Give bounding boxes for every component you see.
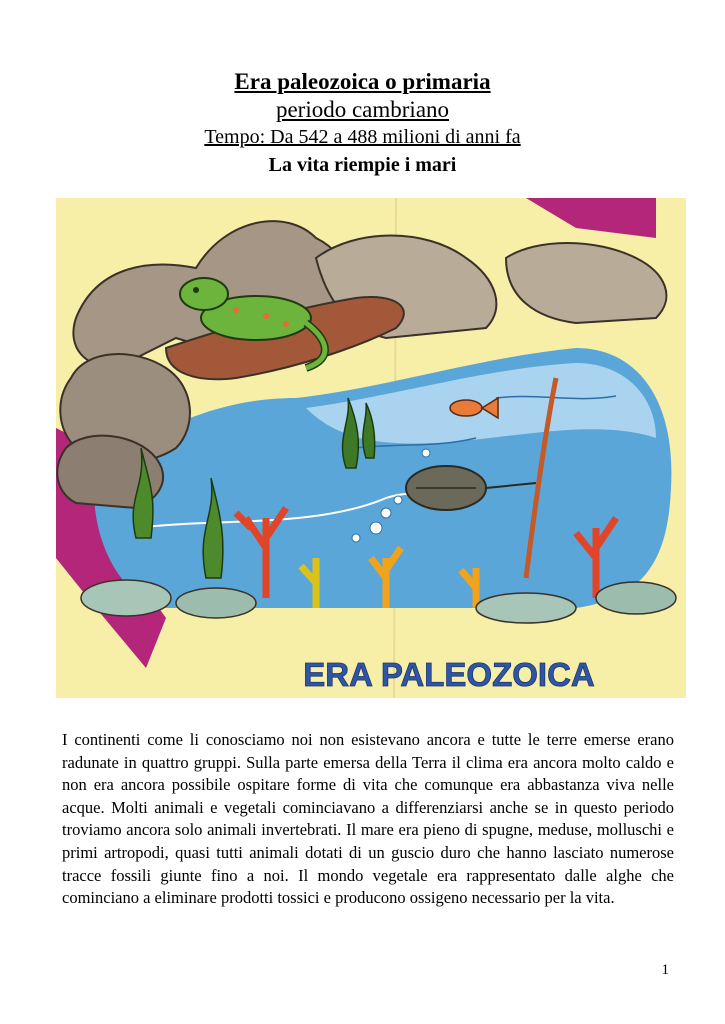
body-paragraph: I continenti come li conosciamo noi non esistevano ancora e tutte le terre emerse erano radunate in quattro gruppi. Sulla parte emersa della Terra il clima era ancora molto caldo e non era ancora possibile ospitare forme di vita che comunque era abbastanza viva nelle acque. Molti animali e vegetali cominciavano a differenziarsi anche se in questo periodo troviamo ancora solo animali invertebrati. Il mare era pieno di spugne, meduse, molluschi e primi artropodi, quasi tutti animali dotati di un guscio duro che hanno lasciato numerose tracce fossili giunte fino a noi. Il mondo vegetale era rappresentato dalle alghe che cominciano a eliminare prodotti tossici e producono ossigeno necessario per la vita. [62, 730, 674, 908]
page-number: 1 [661, 962, 669, 978]
period-heading: periodo cambriano [275, 97, 450, 122]
illustration-caption: ERA PALEOZOICA [303, 656, 595, 693]
title-block [0, 68, 725, 180]
paleozoic-illustration [56, 198, 686, 698]
section-subtitle: La vita riempie i mari [268, 154, 457, 176]
page-title: Era paleozoica o primaria [234, 69, 491, 94]
time-range: Tempo: Da 542 a 488 milioni di anni fa [204, 126, 521, 148]
